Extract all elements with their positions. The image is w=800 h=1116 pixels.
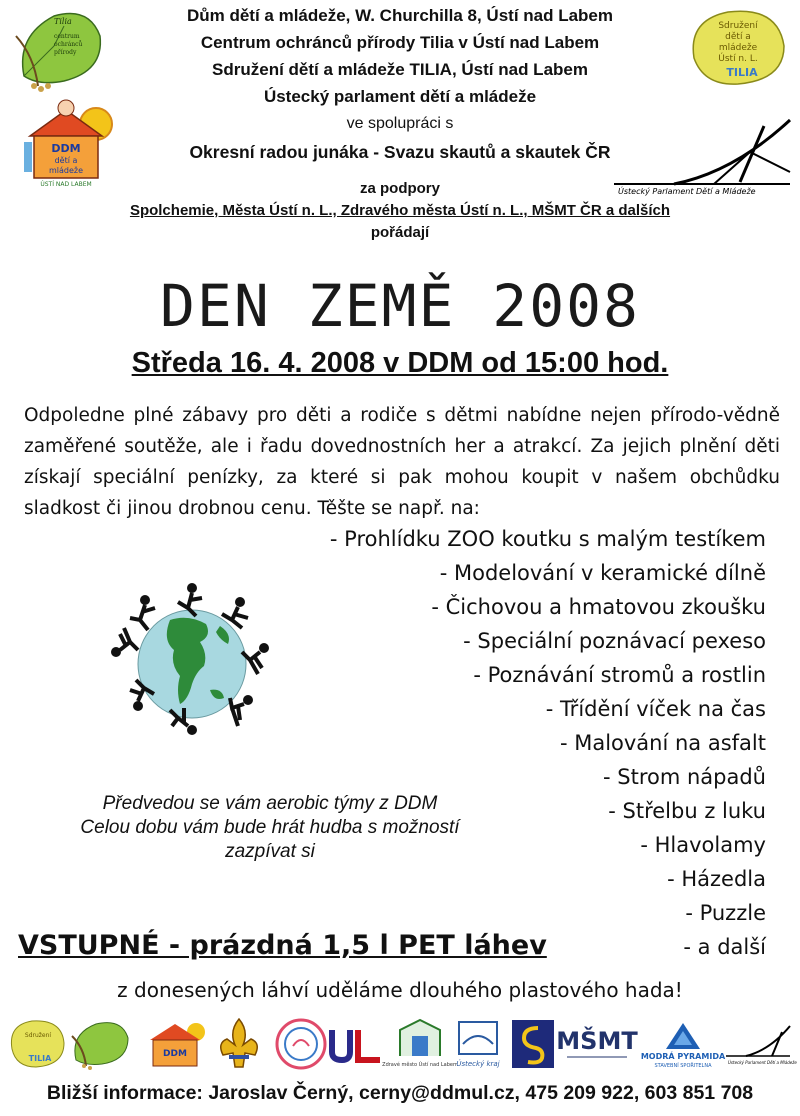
svg-text:ochránců: ochránců xyxy=(54,41,83,48)
globe-runners-illustration xyxy=(100,580,280,750)
svg-text:Ústecký Parlament Dětí a Mláde: Ústecký Parlament Dětí a Mládeže xyxy=(618,187,756,196)
svg-text:dětí a: dětí a xyxy=(725,32,751,42)
modra-pyramida-logo xyxy=(640,1014,726,1074)
sdruzeni-tilia-small-logo xyxy=(8,1014,66,1074)
contact-info: Bližší informace: Jaroslav Černý, cerny@ddmul.cz, 475 209 922, 603 851 708 xyxy=(46,1082,754,1104)
msmt-logo xyxy=(556,1014,638,1074)
svg-text:DDM: DDM xyxy=(51,142,81,155)
organizer-tilia-sdruzeni: Sdružení dětí a mládeže TILIA, Ústí nad Labem xyxy=(212,60,588,79)
junak-fleur-de-lis-logo xyxy=(214,1014,264,1074)
svg-text:Zdravé město Ústí nad Labem: Zdravé město Ústí nad Labem xyxy=(382,1062,458,1068)
event-date: Středa 16. 4. 2008 v DDM od 15:00 hod. xyxy=(131,347,669,379)
scout-badge-logo xyxy=(270,1014,332,1074)
zdrave-mesto-logo xyxy=(382,1014,458,1074)
svg-text:mládeže: mládeže xyxy=(718,43,758,53)
list-item: - Puzzle xyxy=(685,901,766,925)
svg-text:Sdružení: Sdružení xyxy=(24,1032,52,1039)
svg-text:mládeže: mládeže xyxy=(48,166,84,175)
parlament-small-logo xyxy=(726,1014,797,1074)
list-item: - Hlavolamy xyxy=(640,833,766,857)
organizer-parlament: Ústecký parlament dětí a mládeže xyxy=(263,87,537,106)
organizing-label: pořádají xyxy=(370,224,430,241)
ul-city-logo xyxy=(326,1014,390,1074)
svg-text:STAVEBNÍ SPOŘITELNA: STAVEBNÍ SPOŘITELNA xyxy=(654,1063,712,1069)
organizer-ddm: Dům dětí a mládeže, W. Churchilla 8, Ústí nad Labem xyxy=(186,6,614,25)
list-item: - Čichovou a hmatovou zkoušku xyxy=(431,595,766,619)
svg-text:přírody: přírody xyxy=(54,49,77,56)
svg-text:Sdružení: Sdružení xyxy=(718,21,758,31)
singing-line: zazpívat si xyxy=(225,841,315,862)
list-item: - a další xyxy=(683,935,766,959)
activities-list xyxy=(330,522,766,964)
sponsor-logos-row xyxy=(8,1014,797,1074)
performance-note xyxy=(10,792,530,864)
tilia-leaf-text: Tilia xyxy=(54,17,72,26)
svg-text:centrum: centrum xyxy=(54,33,80,40)
support-block xyxy=(100,178,700,244)
ddm-small-logo xyxy=(142,1014,208,1074)
cooperation-label: ve spolupráci s xyxy=(346,115,454,132)
svg-text:TILIA: TILIA xyxy=(726,66,758,79)
music-line: Celou dobu vám bude hrát hudba s možností xyxy=(80,817,460,838)
header-block xyxy=(100,2,700,166)
svg-text:Ústecký Parlament Dětí a Mláde: Ústecký Parlament Dětí a Mládeže xyxy=(728,1060,797,1065)
svg-text:DDM: DDM xyxy=(163,1049,187,1059)
organizer-tilia-centrum: Centrum ochránců přírody Tilia v Ústí nad Labem xyxy=(200,33,600,52)
list-item: - Prohlídku ZOO koutku s malým testíkem xyxy=(329,527,766,551)
sdruzeni-tilia-logo xyxy=(688,8,788,88)
list-item: - Speciální poznávací pexeso xyxy=(463,629,766,653)
list-item: - Strom nápadů xyxy=(603,765,766,789)
entry-fee: VSTUPNÉ - prázdná 1,5 l PET láhev xyxy=(18,930,547,961)
event-title: DEN ZEMĚ 2008 xyxy=(160,272,640,340)
tilia-centrum-logo xyxy=(14,6,104,94)
support-sponsors: Spolchemie, Města Ústí n. L., Zdravého města Ústí n. L., MŠMT ČR a dalších xyxy=(129,202,671,219)
svg-text:ÚSTÍ NAD LABEM: ÚSTÍ NAD LABEM xyxy=(40,181,92,188)
list-item: - Střelbu z luku xyxy=(608,799,766,823)
list-item: - Malování na asfalt xyxy=(559,731,766,755)
tilia-small-logo xyxy=(70,1014,130,1074)
svg-text:MŠMT: MŠMT xyxy=(556,1027,638,1055)
list-item: - Poznávání stromů a rostlin xyxy=(473,663,766,687)
svg-text:TILIA: TILIA xyxy=(28,1054,52,1063)
list-item: - Házedla xyxy=(667,867,766,891)
svg-text:dětí a: dětí a xyxy=(54,156,78,165)
aerobic-line: Předvedou se vám aerobic týmy z DDM xyxy=(102,793,438,814)
list-item: - Modelování v keramické dílně xyxy=(439,561,766,585)
spolchemie-logo xyxy=(508,1014,558,1074)
svg-text:Ústecký kraj: Ústecký kraj xyxy=(456,1060,500,1068)
support-label: za podpory xyxy=(359,180,440,197)
bottles-note: z donesených láhví uděláme dlouhého plastového hada! xyxy=(117,978,683,1002)
event-intro: Odpoledne plné zábavy pro děti a rodiče s dětmi nabídne nejen přírodo-vědně zaměřené soutěže, ale i řadu dovednostních her a atrakcí. Za jejich plnění děti získají speciální penízky, za které si pak mohou koupit v našem obchůdku sladkost či jinou drobnou cenu. Těšte se např. na: xyxy=(24,405,780,519)
list-item: - Třídění víček na čas xyxy=(545,697,766,721)
svg-text:Ústí n. L.: Ústí n. L. xyxy=(718,54,758,64)
ustecky-kraj-logo xyxy=(452,1014,504,1074)
svg-text:MODRÁ PYRAMIDA: MODRÁ PYRAMIDA xyxy=(640,1052,726,1061)
organizer-junak: Okresní radou junáka - Svazu skautů a skautek ČR xyxy=(189,142,611,162)
